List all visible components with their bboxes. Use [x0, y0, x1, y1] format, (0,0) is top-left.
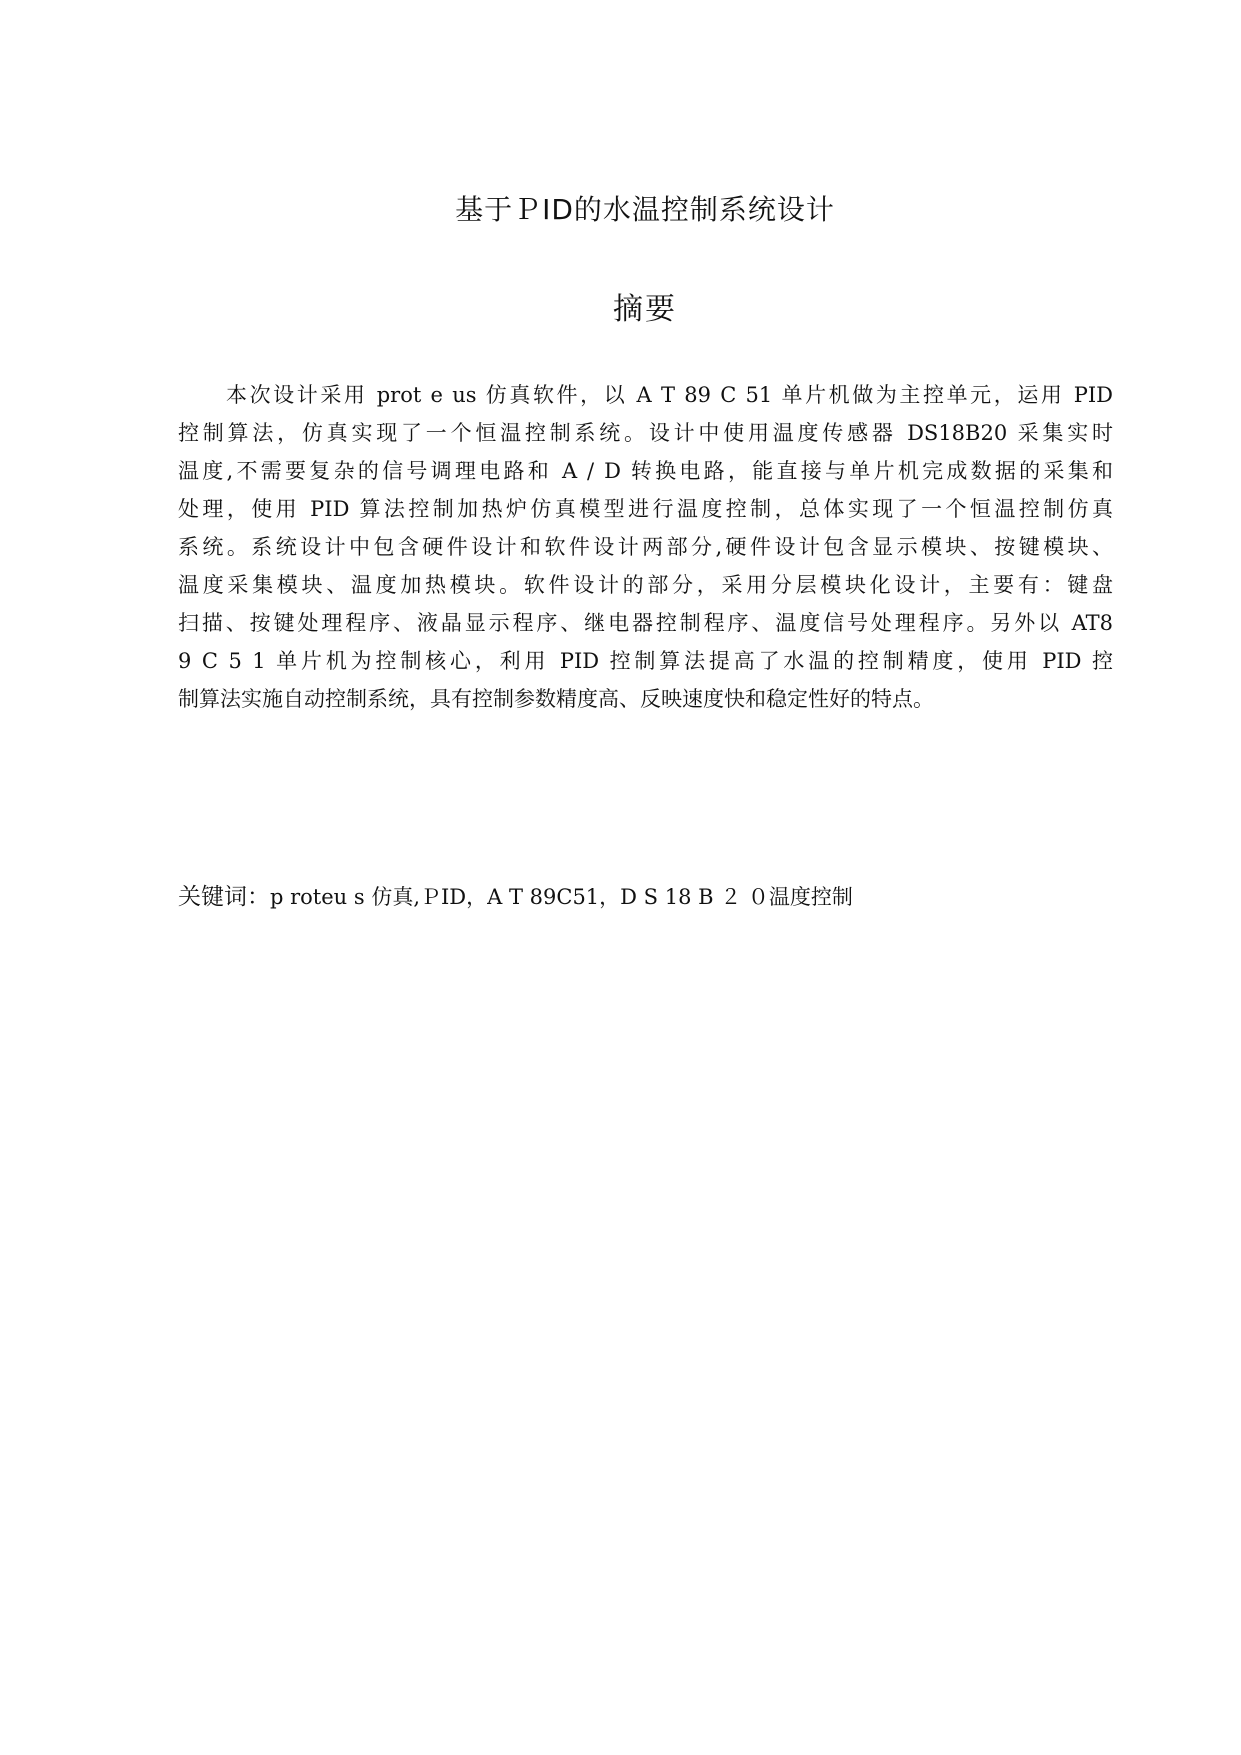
- abstract-line: 本次设计采用 prot e us 仿真软件，以 A T 89 C 51 单片机做为主控单元，运用 PID: [226, 383, 1113, 407]
- abstract-heading: 摘要: [613, 292, 677, 327]
- abstract-line: 温度采集模块、温度加热模块。软件设计的部分，采用分层模块化设计，主要有：键盘: [178, 573, 1113, 597]
- abstract-line: 扫描、按键处理程序、液晶显示程序、继电器控制程序、温度信号处理程序。另外以 AT8: [178, 611, 1113, 635]
- keywords-text: p roteu s 仿真,ＰID，A T 89C51，D S 18 B ２ ０温度控制: [270, 885, 853, 909]
- abstract-body: [178, 376, 1113, 718]
- abstract-line: 处理，使用 PID 算法控制加热炉仿真模型进行温度控制，总体实现了一个恒温控制仿真: [178, 497, 1113, 521]
- abstract-line: 系统。系统设计中包含硬件设计和软件设计两部分,硬件设计包含显示模块、按键模块、: [178, 535, 1113, 559]
- abstract-line: 9 C 5 1 单片机为控制核心，利用 PID 控制算法提高了水温的控制精度，使用 PID 控: [178, 649, 1113, 673]
- abstract-line: 控制算法，仿真实现了一个恒温控制系统。设计中使用温度传感器 DS18B20 采集实时: [178, 421, 1113, 445]
- abstract-line: 温度,不需要复杂的信号调理电路和 A / D 转换电路，能直接与单片机完成数据的采集和: [178, 459, 1113, 483]
- keywords-label: 关键词：: [178, 884, 270, 910]
- abstract-line: 制算法实施自动控制系统，具有控制参数精度高、反映速度快和稳定性好的特点。: [178, 687, 934, 711]
- document-title: 基于ＰID的水温控制系统设计: [455, 193, 835, 226]
- keywords-line: [178, 878, 853, 911]
